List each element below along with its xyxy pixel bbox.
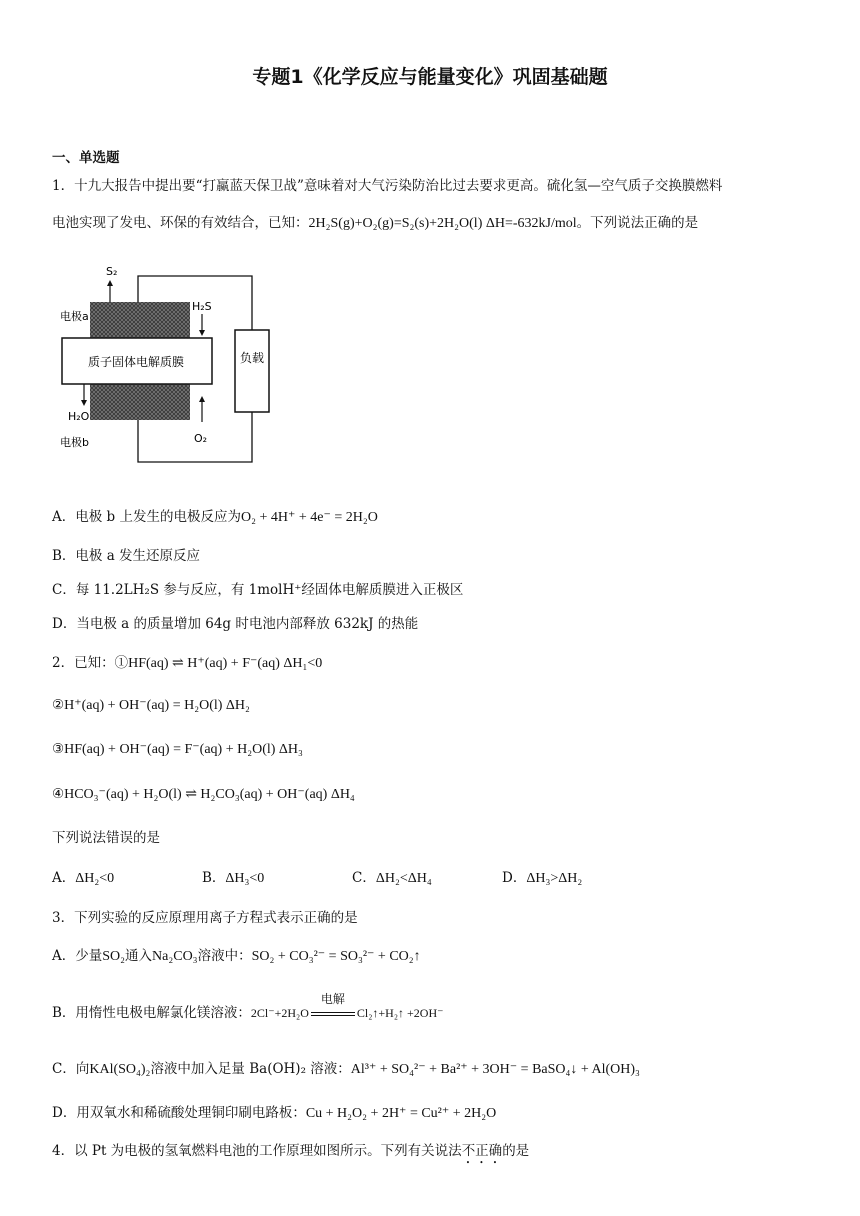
- electrode-a-label: 电极a: [60, 310, 89, 323]
- electrode-a: [90, 302, 190, 338]
- q2-option-c[interactable]: [352, 866, 432, 887]
- q1-option-c[interactable]: C．每 11.2LH₂S 参与反应，有 1molH⁺经固体电解质膜进入正极区: [52, 582, 464, 598]
- section-heading: 一、单选题: [52, 150, 120, 166]
- q3-c-salt: KAl(SO₄)₂: [89, 1062, 151, 1077]
- q2-option-b-label: B．: [202, 870, 226, 886]
- h2s-label: H₂S: [192, 300, 212, 313]
- load-box: [235, 330, 269, 412]
- electrode-b: [90, 384, 190, 420]
- q1-option-b[interactable]: B．电极 a 发生还原反应: [52, 548, 201, 564]
- q3-a-text3: 溶液中：: [197, 948, 252, 964]
- q3-b-eq-right: Cl₂↑+H₂↑ +2OH⁻: [356, 1006, 444, 1020]
- q3-d-equation: Cu + H₂O₂ + 2H⁺ = Cu²⁺ + 2H₂O: [305, 1106, 497, 1121]
- q1-stem-line2-end: 。下列说法正确的是: [576, 215, 699, 231]
- q2-eq3-line: [52, 741, 303, 758]
- q3-option-d[interactable]: [52, 1101, 496, 1122]
- q3-c-text2: 溶液中加入足量 Ba(OH)₂ 溶液：: [150, 1061, 351, 1077]
- load-label: 负载: [239, 351, 265, 365]
- q2-option-c-label: C．: [352, 870, 376, 886]
- electrode-b-label: 电极b: [60, 436, 89, 449]
- q1-option-a-text: A．电极 b 上发生的电极反应为: [52, 509, 241, 525]
- q3-a-equation: SO₂ + CO₃²⁻ = SO₃²⁻ + CO₂↑: [251, 949, 421, 964]
- q3-b-eq-left: 2Cl⁻+2H₂O: [250, 1006, 309, 1020]
- membrane-label: 质子固体电解质膜: [87, 355, 185, 369]
- q2-eq1: HF(aq) ⇌ H⁺(aq) + F⁻(aq) ΔH₁<0: [128, 656, 323, 671]
- q2-option-a[interactable]: [52, 866, 114, 887]
- q3-a-text2: 通入: [125, 948, 153, 964]
- page-title: 专题1《化学反应与能量变化》巩固基础题: [252, 66, 608, 88]
- q2-eq4-label: ④: [52, 786, 65, 802]
- q4-stem-end: 的是: [502, 1143, 530, 1159]
- q2-option-c-eq: ΔH₂<ΔH₄: [375, 871, 432, 886]
- q2-option-d[interactable]: [502, 866, 582, 887]
- q1-stem-line2-text: 电池实现了发电、环保的有效结合，已知：: [52, 215, 309, 231]
- q2-intro: 2．已知：①: [52, 655, 129, 671]
- q4-stem-text: 4．以 Pt 为电极的氢氧燃料电池的工作原理如图所示。下列有关说法: [52, 1143, 462, 1159]
- q3-c-equation: Al³⁺ + SO₄²⁻ + Ba²⁺ + 3OH⁻ = BaSO₄↓ + Al(OH)₃: [350, 1062, 640, 1077]
- q2-eq3: HF(aq) + OH⁻(aq) = F⁻(aq) + H₂O(l) ΔH₃: [64, 742, 303, 757]
- fuel-cell-diagram: [56, 262, 296, 474]
- q2-eq2-label: ②: [52, 697, 65, 713]
- q2-option-b-eq: ΔH₃<0: [225, 871, 265, 886]
- q2-eq4: HCO₃⁻(aq) + H₂O(l) ⇌ H₂CO₃(aq) + OH⁻(aq) ΔH₄: [64, 787, 355, 802]
- q3-stem: 3．下列实验的反应原理用离子方程式表示正确的是: [52, 910, 358, 926]
- q2-stem: [52, 651, 322, 672]
- o2-label: O₂: [194, 432, 208, 445]
- q1-option-a[interactable]: [52, 505, 378, 526]
- q2-option-b[interactable]: [202, 866, 264, 887]
- q1-option-d[interactable]: D．当电极 a 的质量增加 64g 时电池内部释放 632kJ 的热能: [52, 616, 419, 632]
- q3-a-na2co3: Na₂CO₃: [152, 949, 198, 964]
- q1-stem-line1: 1．十九大报告中提出要“打赢蓝天保卫战”意味着对大气污染防治比过去要求更高。硫化氢—空气质子交换膜燃料: [52, 178, 723, 194]
- q2-eq4-line: [52, 786, 355, 803]
- q3-option-a[interactable]: [52, 944, 421, 965]
- q2-eq2: H⁺(aq) + OH⁻(aq) = H₂O(l) ΔH₂: [64, 698, 250, 713]
- q2-eq2-line: [52, 697, 250, 714]
- q1-stem-line2: [52, 211, 698, 232]
- q2-question: 下列说法错误的是: [52, 830, 160, 846]
- q2-option-d-eq: ΔH₃>ΔH₂: [526, 871, 583, 886]
- q3-a-so2: SO₂: [102, 949, 126, 964]
- q2-option-d-label: D．: [502, 870, 527, 886]
- q3-c-text1: C．向: [52, 1061, 90, 1077]
- q4-stem-emphasis: 不正确: [461, 1143, 503, 1159]
- double-line-icon: [311, 1012, 355, 1016]
- h2o-label: H₂O: [68, 410, 90, 423]
- q3-b-condition: [309, 992, 357, 1021]
- q1-thermo-equation: 2H₂S(g)+O₂(g)=S₂(s)+2H₂O(l) ΔH=-632kJ/mol: [308, 216, 577, 231]
- q3-b-text: B．用惰性电极电解氯化镁溶液：: [52, 1005, 251, 1021]
- q3-a-text1: A．少量: [52, 948, 103, 964]
- q4-stem: [52, 1139, 529, 1167]
- q3-option-c[interactable]: [52, 1057, 640, 1078]
- q1-option-a-equation: O₂ + 4H⁺ + 4e⁻ = 2H₂O: [240, 510, 378, 525]
- q3-b-condition-label: 电解: [320, 992, 345, 1006]
- s2-label: S₂: [106, 265, 118, 278]
- q3-option-b[interactable]: [52, 992, 444, 1021]
- q2-option-a-eq: ΔH₂<0: [75, 871, 115, 886]
- q2-option-a-label: A．: [52, 870, 76, 886]
- q3-d-text: D．用双氧水和稀硫酸处理铜印刷电路板：: [52, 1105, 306, 1121]
- q2-eq3-label: ③: [52, 741, 65, 757]
